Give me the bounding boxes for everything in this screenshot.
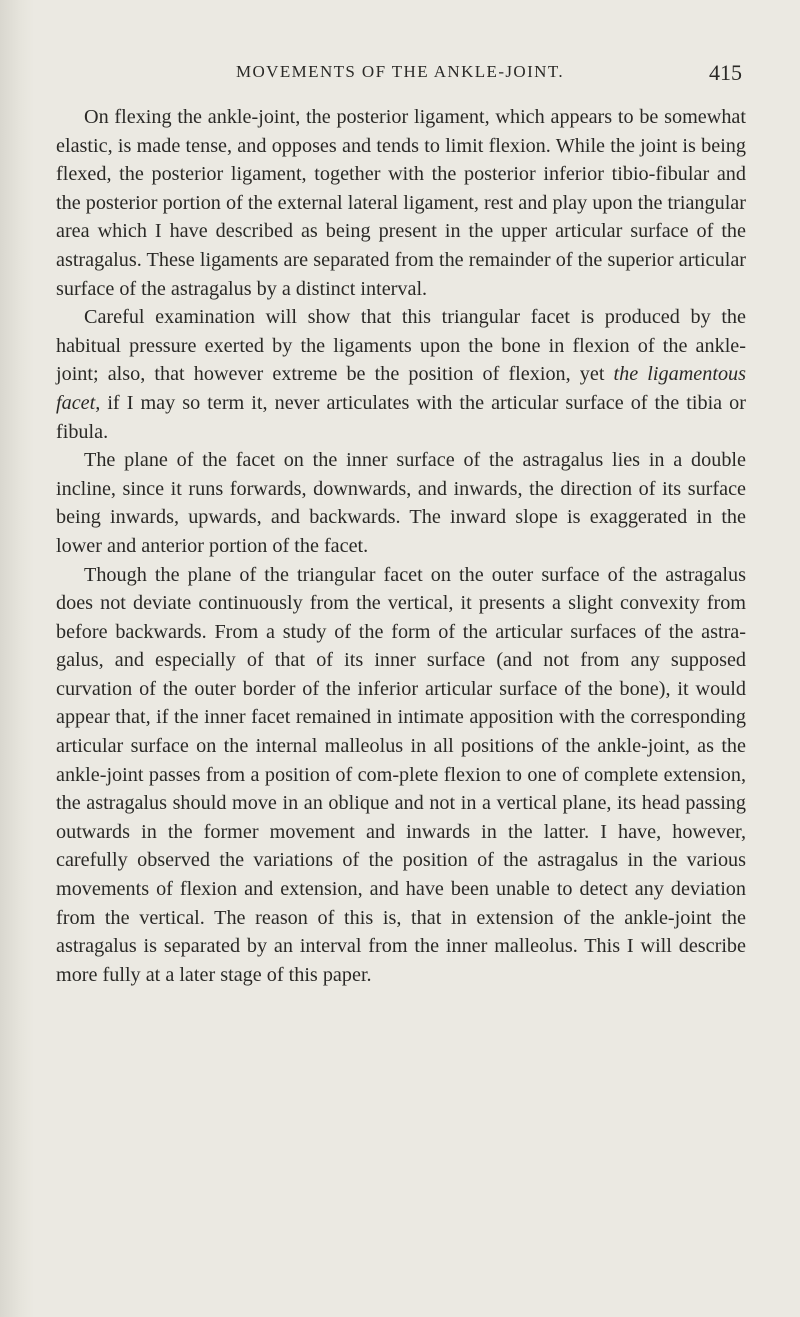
paragraph-3: The plane of the facet on the inner surface of the astragalus lies in a double incline, since it runs forwards, downwards, and inwards, the direction of its surface being inwards, upwards, and backwards. The inward slope is exaggerated in the lower and anterior portion of the facet. xyxy=(56,449,746,557)
page-number: 415 xyxy=(709,60,742,85)
paragraph-1: On flexing the ankle-joint, the posterior ligament, which appears to be somewhat elastic, is made tense, and opposes and tends to limit flexion. While the joint is being flexed, the posterior ligament, together with the posterior inferior tibio-fibular and the posterior portion of the external lateral ligament, rest and play upon the triangular area which I have described as being present in the upper articular surface of the astragalus. These ligaments are separated from the remainder of the superior articular surface of the astragalus by a distinct interval. xyxy=(56,106,746,300)
running-header xyxy=(0,60,800,94)
ligamentous-facet-term: the ligamentous facet, xyxy=(56,363,746,414)
paragraph-2-before: Careful examination will show that this triangular facet is produced by the habitual pressure exerted by the ligaments upon the bone in flexion of the ankle-joint; also, that however extreme be the position of flexion, yet xyxy=(56,306,746,386)
paragraph-2 xyxy=(56,303,746,446)
running-title: MOVEMENTS OF THE ANKLE-JOINT. xyxy=(235,62,564,81)
paragraph-4: Though the plane of the triangular facet on the outer surface of the astragalus does not deviate continuously from the vertical, it presents a slight convexity from before backwards. From a study of the form of the articular surfaces of the astra-galus, and especially of that of its inner surface (and not from any supposed curvation of the outer border of the inferior articular surface of the bone), it would appear that, if the inner facet remained in intimate apposition with the corresponding articular surface on the internal malleolus in all positions of the ankle-joint, as the ankle-joint passes from a position of com-plete flexion to one of complete extension, the astragalus should move in an oblique and not in a vertical plane, its head passing outwards in the former movement and inwards in the latter. I have, however, carefully observed the variations of the position of the astragalus in the various movements of flexion and extension, and have been unable to detect any deviation from the vertical. The reason of this is, that in extension of the ankle-joint the astragalus is separated by an interval from the inner malleolus. This I will describe more fully at a later stage of this paper. xyxy=(56,563,746,986)
body-text xyxy=(56,103,746,989)
paragraph-2-after: if I may so term it, never articulates with the articular surface of the tibia or fibula. xyxy=(56,391,746,443)
